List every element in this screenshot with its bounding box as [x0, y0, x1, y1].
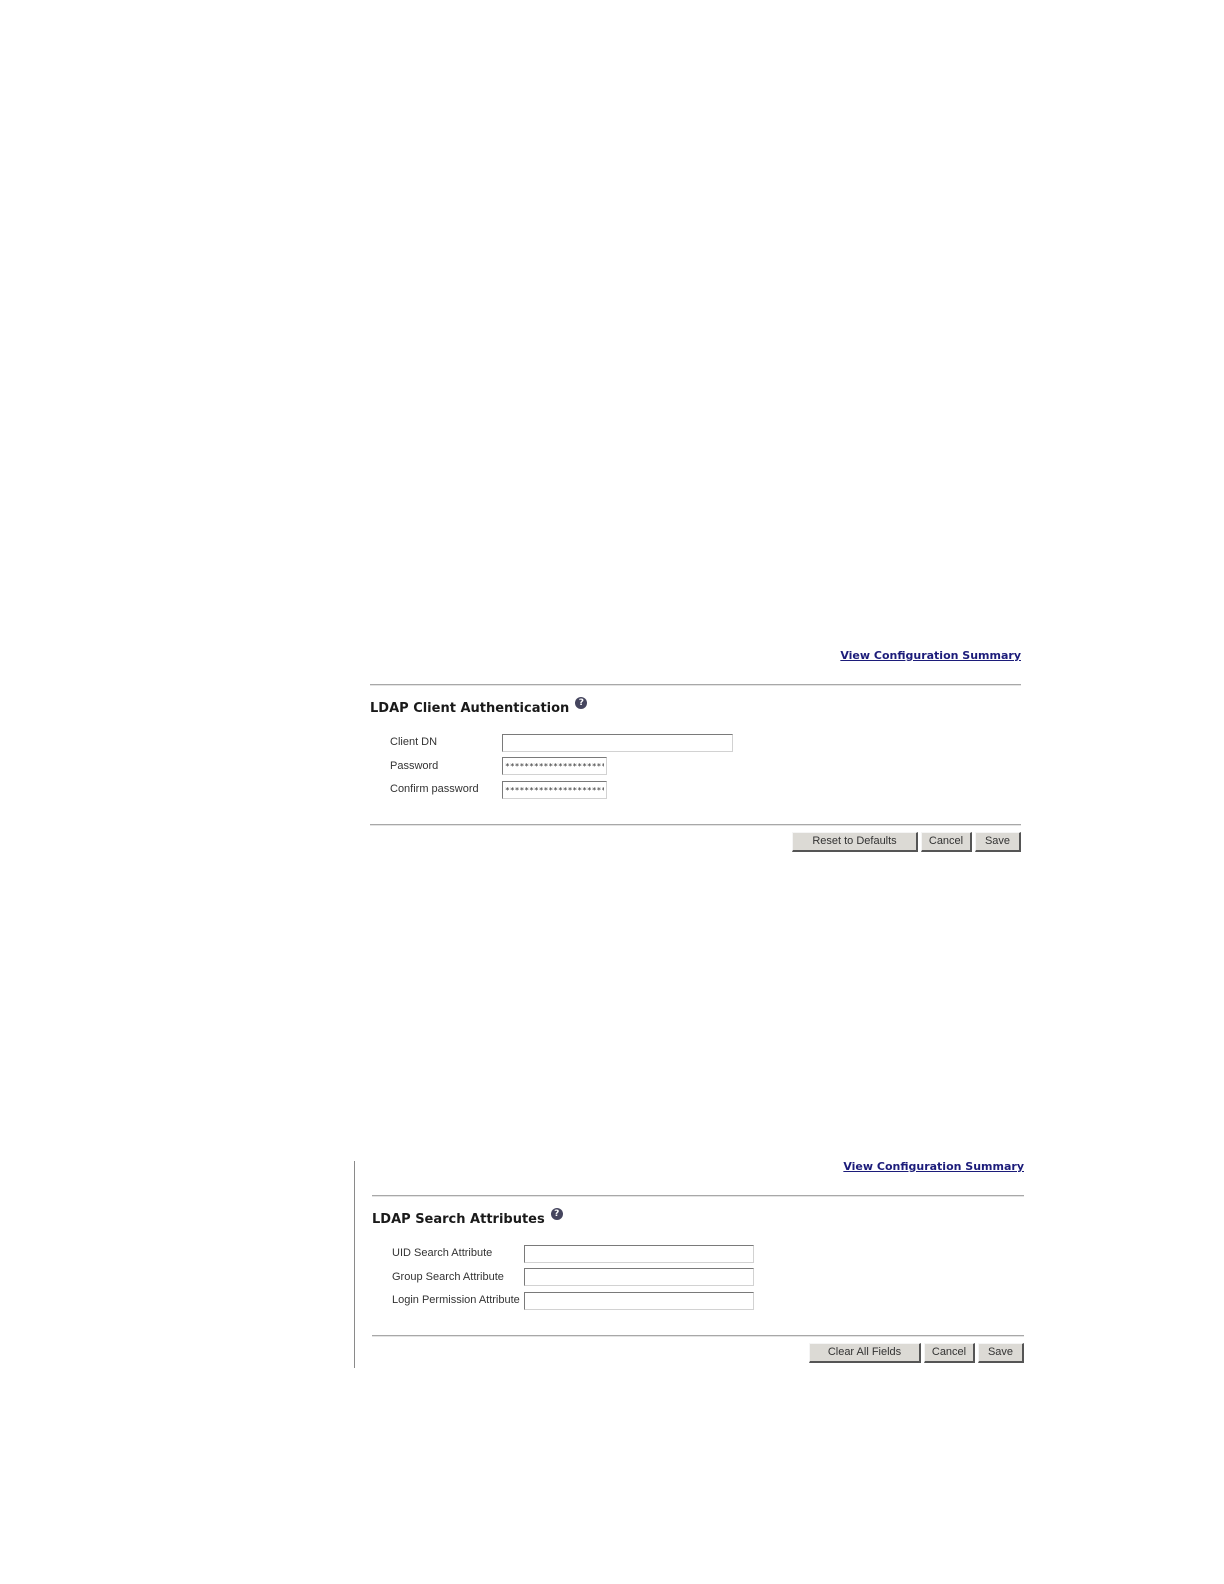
- save-button[interactable]: Save: [978, 1343, 1024, 1363]
- section-divider: [370, 684, 1021, 686]
- ldap-client-authentication-panel: [370, 640, 1021, 860]
- clear-all-fields-button[interactable]: Clear All Fields: [809, 1343, 921, 1363]
- help-icon[interactable]: ?: [551, 1208, 563, 1220]
- section-title-text: LDAP Search Attributes: [372, 1212, 545, 1227]
- login-permission-attribute-input[interactable]: [524, 1292, 754, 1310]
- reset-to-defaults-button[interactable]: Reset to Defaults: [792, 832, 918, 852]
- ldap-search-attributes-panel: [372, 1151, 1024, 1371]
- section-title: [370, 697, 587, 716]
- client-dn-label: Client DN: [390, 736, 438, 748]
- confirm-password-label: Confirm password: [390, 783, 479, 795]
- save-button[interactable]: Save: [975, 832, 1021, 852]
- section-divider: [370, 824, 1021, 826]
- password-label: Password: [390, 760, 439, 772]
- cancel-button[interactable]: Cancel: [921, 832, 972, 852]
- cancel-button[interactable]: Cancel: [924, 1343, 975, 1363]
- group-search-attribute-label: Group Search Attribute: [392, 1271, 504, 1283]
- password-input[interactable]: [502, 757, 607, 775]
- uid-search-attribute-input[interactable]: [524, 1245, 754, 1263]
- login-permission-attribute-label: Login Permission Attribute: [392, 1294, 520, 1306]
- view-configuration-summary-link[interactable]: View Configuration Summary: [843, 1160, 1024, 1173]
- client-dn-input[interactable]: [502, 734, 733, 752]
- help-icon[interactable]: ?: [575, 697, 587, 709]
- section-divider: [372, 1195, 1024, 1197]
- confirm-password-input[interactable]: [502, 781, 607, 799]
- section-title: [372, 1208, 563, 1227]
- view-configuration-summary-link[interactable]: View Configuration Summary: [840, 649, 1021, 662]
- uid-search-attribute-label: UID Search Attribute: [392, 1247, 493, 1259]
- section-title-text: LDAP Client Authentication: [370, 701, 570, 716]
- section-divider: [372, 1335, 1024, 1337]
- frame-border-line: [354, 1161, 355, 1368]
- group-search-attribute-input[interactable]: [524, 1268, 754, 1286]
